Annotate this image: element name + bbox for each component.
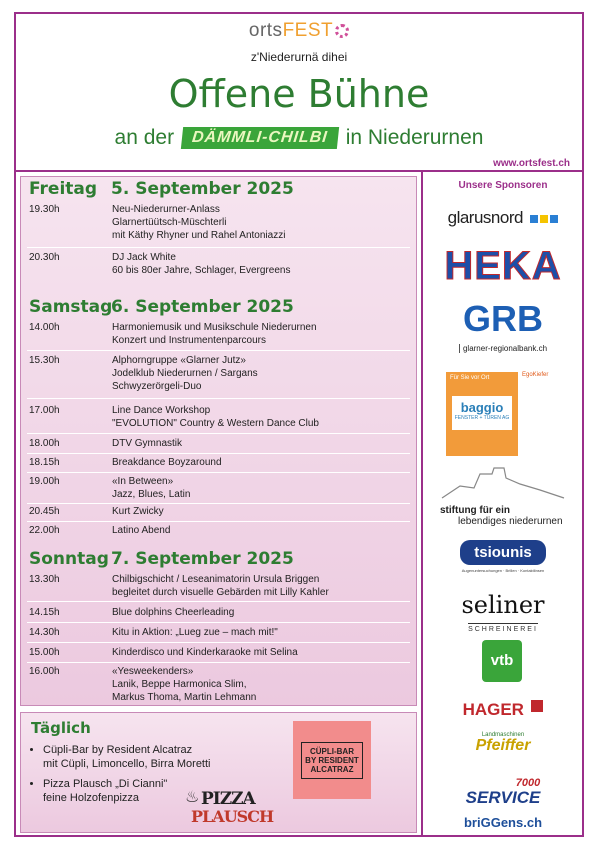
sponsor-tsiounis: tsiounis Augenuntersuchungen · Brillen · Kontaktlinsen (424, 540, 582, 573)
separator (27, 433, 410, 434)
separator (27, 398, 410, 399)
ortsfest-logo: ortsFEST (16, 20, 582, 42)
divider (421, 172, 423, 835)
pizza-plausch-logo: ♨ PIZZA PLAUSCH (185, 789, 274, 826)
sponsor-stiftung: stiftung für ein lebendiges niederurnen (440, 466, 566, 522)
separator (27, 642, 410, 643)
separator (27, 453, 410, 454)
sponsors-title: Unsere Sponsoren (458, 180, 548, 191)
chef-hat-icon: ♨ (185, 789, 200, 806)
castle-icon (440, 466, 566, 500)
separator (27, 662, 410, 663)
separator (27, 247, 410, 248)
day-header-friday: Freitag 5. September 2025 (29, 179, 294, 199)
separator (27, 503, 410, 504)
sponsors-panel (424, 174, 582, 834)
sponsor-hager: HAGER (424, 700, 582, 720)
event-line: an der DÄMMLI-CHILBI in Niederurnen (114, 126, 484, 149)
sponsor-seliner: seliner SCHREINEREI (461, 591, 545, 633)
page-title: Offene Bühne (168, 72, 430, 116)
subtitle: z'Niederurnä dihei (250, 50, 348, 64)
website-link[interactable]: www.ortsfest.ch (493, 158, 570, 169)
sponsor-vtb: vtb (482, 640, 522, 682)
sponsor-briggens: briGGens.ch (463, 815, 543, 830)
separator (27, 472, 410, 473)
list-item: • Pizza Plausch „Di Cianni" feine Holzofenpizza (43, 777, 263, 805)
cupli-bar-logo: CÜPLI-BAR BY RESIDENT ALCATRAZ (293, 721, 371, 799)
divider (16, 170, 582, 172)
daily-title: Täglich (31, 719, 91, 737)
separator (27, 521, 410, 522)
daily-panel (20, 712, 417, 833)
egokiefer-label: EgoKiefer (522, 372, 549, 378)
list-item: • Cüpli-Bar by Resident Alcatraz mit Cüpli, Limoncello, Birra Moretti (43, 743, 263, 771)
flower-icon (335, 24, 349, 38)
program-panel: Freitag 5. September 2025 19.30h Neu-Niederurner-Anlass Glarnertüütsch-Müschterli mit Käthy Rhyner und Rahel Antoniazzi 20.30h DJ Jack White 60 bis 80er Jahre, Schlager, Evergreens Samstag 6. September 2025 14.00h Harmoniemusik und Musikschule Niederurnen Konzert und Instrumentenparcours 15.30h Alphorngruppe «Glarner Jutz» Jodelklub Niederurnen / Sargans Schwyzerörgeli-Duo 17.00h Line Dance Workshop "EVOLUTION" Country & Western Dance Club 18.00h DTV Gymnastik 18.15h Breakdance Boyzaround 19.00h «In Between» Jazz, Blues, Latin 20.45h Kurt Zwicky 22.00h Latino Abend Sonntag 7. September 2025 13.30h Chilbigschicht / Leseanimatorin Ursula Briggen begleitet durch visuelle Gebärden mit Lilly Kahler 14.15h Blue dolphins Cheerleading 14.30h Kitu in Aktion: „Lueg zue – mach mit!" 15.00h Kinderdisco und Kinderkaraoke mit Selina 16.00h «Yesweekenders» Lanik, Beppe Harmonica Slim, Markus Thoma, Martin Lehmann (20, 176, 417, 706)
header (16, 14, 582, 170)
sponsor-baggio: Für Sie vor Ort baggio FENSTER + TÜREN AG (446, 372, 518, 456)
sponsor-grb: GRB glarner-regionalbank.ch (424, 300, 582, 356)
sponsor-pfeiffer: Landmaschinen Pfeiffer (475, 732, 531, 754)
chilbi-badge: DÄMMLI-CHILBI (181, 127, 339, 149)
sponsor-service-7000: 7000 SERVICE (465, 777, 541, 807)
sponsor-heka: HEKA (444, 244, 562, 288)
separator (27, 622, 410, 623)
separator (27, 601, 410, 602)
day-header-saturday: Samstag 6. September 2025 (29, 297, 294, 317)
sponsor-glarusnord: glarusnord (424, 208, 582, 228)
separator (27, 350, 410, 351)
day-header-sunday: Sonntag 7. September 2025 (29, 549, 294, 569)
